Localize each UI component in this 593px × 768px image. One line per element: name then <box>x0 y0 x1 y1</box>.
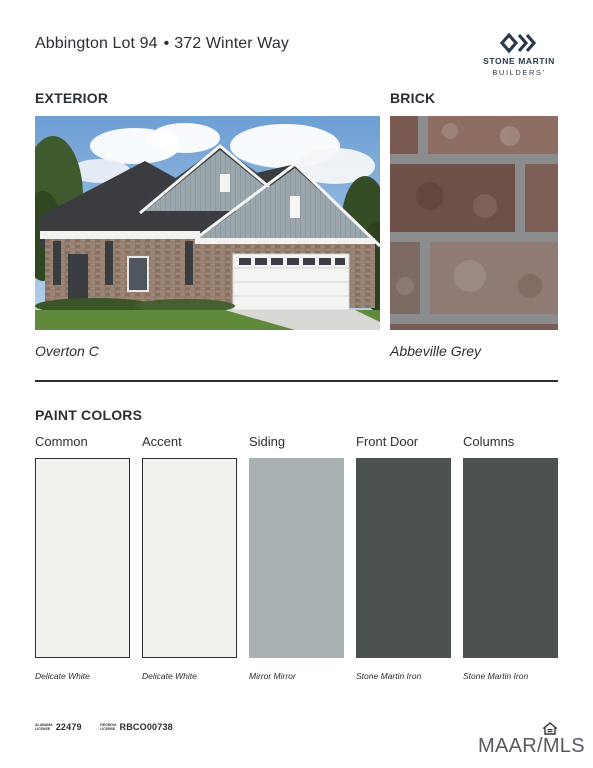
swatch-siding <box>249 458 344 658</box>
license-tiny-label: ALABAMA LICENSE <box>35 723 53 731</box>
mls-watermark: MAAR/MLS <box>478 735 585 757</box>
swatch-label-front-door: Front Door <box>356 434 419 449</box>
equal-housing-icon <box>543 722 557 736</box>
house-rendering <box>35 116 380 330</box>
license-number: 22479 <box>55 722 82 732</box>
logo-line-1: STONE MARTIN <box>483 56 555 66</box>
logo-line-2: BUILDERS' <box>492 68 546 77</box>
license-georgia <box>100 722 173 732</box>
paint-colors-heading: PAINT COLORS <box>35 407 143 423</box>
license-number: RBCO00738 <box>119 722 173 732</box>
swatch-columns <box>463 458 558 658</box>
swatch-label-columns: Columns <box>463 434 515 449</box>
street-address: 372 Winter Way <box>174 35 289 52</box>
lot-name: Abbington Lot 94 <box>35 35 158 52</box>
swatch-name-accent: Delicate White <box>142 671 197 681</box>
swatch-name-common: Delicate White <box>35 671 90 681</box>
license-tiny-label: GEORGIA LICENSE <box>100 723 117 731</box>
swatch-label-siding: Siding <box>249 434 286 449</box>
page-title <box>35 35 289 53</box>
builder-logo <box>474 32 564 82</box>
swatch-name-siding: Mirror Mirror <box>249 671 296 681</box>
exterior-heading: EXTERIOR <box>35 90 109 106</box>
swatch-front-door <box>356 458 451 658</box>
swatch-label-accent: Accent <box>142 434 182 449</box>
section-divider <box>35 380 558 382</box>
diamond-chevron-logo-icon <box>499 32 539 54</box>
model-name: Overton C <box>35 343 99 359</box>
license-alabama <box>35 722 82 732</box>
swatch-name-columns: Stone Martin Iron <box>463 671 529 681</box>
brick-heading: BRICK <box>390 90 436 106</box>
swatch-common <box>35 458 130 658</box>
brick-name: Abbeville Grey <box>390 343 482 359</box>
brick-sample-image <box>390 116 558 330</box>
swatch-accent <box>142 458 237 658</box>
swatch-name-front-door: Stone Martin Iron <box>356 671 422 681</box>
title-separator: • <box>163 35 170 52</box>
swatch-label-common: Common <box>35 434 88 449</box>
